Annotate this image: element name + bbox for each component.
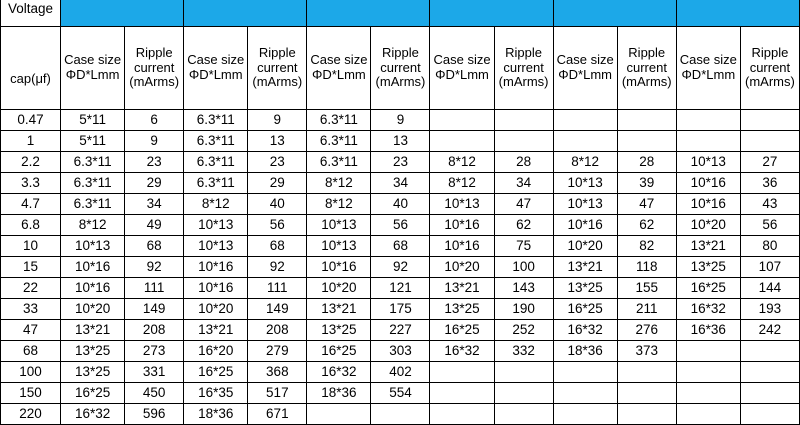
case-size-cell: 10*13 xyxy=(307,215,371,236)
capacitance-cell: 33 xyxy=(1,299,61,320)
capacitance-cell: 2.2 xyxy=(1,152,61,173)
capacitance-cell: 47 xyxy=(1,320,61,341)
voltage-label: Voltage xyxy=(1,0,61,27)
case-size-cell: 8*12 xyxy=(307,173,371,194)
case-size-header: Case size ΦD*Lmm xyxy=(430,27,494,110)
capacitance-cell: 0.47 xyxy=(1,110,61,131)
ripple-current-cell xyxy=(371,404,430,425)
ripple-current-header: Ripple current (mArms) xyxy=(125,27,184,110)
ripple-current-cell: 303 xyxy=(371,341,430,362)
ripple-current-cell: 671 xyxy=(248,404,307,425)
voltage-group-4 xyxy=(430,0,553,27)
case-size-cell: 10*20 xyxy=(307,278,371,299)
case-size-cell: 13*21 xyxy=(430,278,494,299)
case-size-cell: 10*16 xyxy=(61,278,125,299)
case-size-cell xyxy=(430,362,494,383)
column-header-row xyxy=(1,27,800,110)
case-size-cell: 18*36 xyxy=(553,341,617,362)
case-size-cell: 18*36 xyxy=(184,404,248,425)
ripple-current-cell: 149 xyxy=(125,299,184,320)
case-size-cell: 16*36 xyxy=(676,320,740,341)
ripple-current-cell: 27 xyxy=(740,152,799,173)
ripple-current-cell: 402 xyxy=(371,362,430,383)
case-size-cell: 16*25 xyxy=(553,299,617,320)
ripple-current-cell: 121 xyxy=(371,278,430,299)
table-row xyxy=(1,383,800,404)
ripple-current-cell: 111 xyxy=(125,278,184,299)
capacitance-cell: 15 xyxy=(1,257,61,278)
case-size-cell: 13*21 xyxy=(553,257,617,278)
case-size-cell: 16*20 xyxy=(184,341,248,362)
case-size-cell: 13*25 xyxy=(553,278,617,299)
case-size-cell xyxy=(430,110,494,131)
ripple-current-cell xyxy=(740,404,799,425)
ripple-current-cell: 39 xyxy=(617,173,676,194)
case-size-cell: 10*16 xyxy=(61,257,125,278)
ripple-current-cell xyxy=(617,131,676,152)
capacitance-cell: 10 xyxy=(1,236,61,257)
ripple-current-cell: 9 xyxy=(125,131,184,152)
case-size-cell: 10*13 xyxy=(676,152,740,173)
case-size-cell: 13*25 xyxy=(307,320,371,341)
ripple-current-cell xyxy=(494,131,553,152)
capacitance-cell: 68 xyxy=(1,341,61,362)
case-size-cell: 6.3*11 xyxy=(61,173,125,194)
voltage-group-5 xyxy=(553,0,676,27)
ripple-current-cell: 68 xyxy=(371,236,430,257)
ripple-current-cell: 9 xyxy=(371,110,430,131)
table-row xyxy=(1,341,800,362)
table-row xyxy=(1,152,800,173)
ripple-current-cell: 92 xyxy=(125,257,184,278)
case-size-cell xyxy=(553,362,617,383)
ripple-current-cell xyxy=(494,362,553,383)
case-size-cell xyxy=(553,404,617,425)
ripple-current-cell: 450 xyxy=(125,383,184,404)
case-size-cell: 6.3*11 xyxy=(184,110,248,131)
ripple-current-header: Ripple current (mArms) xyxy=(494,27,553,110)
case-size-cell xyxy=(430,383,494,404)
case-size-header: Case size ΦD*Lmm xyxy=(61,27,125,110)
ripple-current-cell xyxy=(494,383,553,404)
table-body xyxy=(1,0,800,425)
case-size-cell: 13*21 xyxy=(184,320,248,341)
ripple-current-cell: 23 xyxy=(125,152,184,173)
ripple-current-cell xyxy=(617,110,676,131)
case-size-cell: 8*12 xyxy=(61,215,125,236)
ripple-current-cell xyxy=(617,383,676,404)
table-row xyxy=(1,278,800,299)
ripple-current-cell: 47 xyxy=(617,194,676,215)
case-size-cell: 16*25 xyxy=(676,278,740,299)
ripple-current-cell: 6 xyxy=(125,110,184,131)
table-row xyxy=(1,362,800,383)
ripple-current-cell xyxy=(740,131,799,152)
case-size-cell: 10*16 xyxy=(430,215,494,236)
case-size-cell: 10*16 xyxy=(676,173,740,194)
ripple-current-cell: 596 xyxy=(125,404,184,425)
case-size-cell xyxy=(430,404,494,425)
case-size-cell xyxy=(430,131,494,152)
ripple-current-cell: 80 xyxy=(740,236,799,257)
case-size-cell xyxy=(676,362,740,383)
case-size-cell: 10*20 xyxy=(184,299,248,320)
case-size-cell: 10*20 xyxy=(676,215,740,236)
case-size-header: Case size ΦD*Lmm xyxy=(307,27,371,110)
case-size-cell: 8*12 xyxy=(430,152,494,173)
table-row xyxy=(1,110,800,131)
case-size-cell: 16*32 xyxy=(61,404,125,425)
ripple-current-cell: 28 xyxy=(617,152,676,173)
case-size-cell: 10*16 xyxy=(307,257,371,278)
case-size-cell: 10*13 xyxy=(307,236,371,257)
capacitance-cell: 220 xyxy=(1,404,61,425)
ripple-current-cell: 40 xyxy=(248,194,307,215)
ripple-current-cell xyxy=(740,383,799,404)
ripple-current-cell: 34 xyxy=(494,173,553,194)
case-size-header: Case size ΦD*Lmm xyxy=(553,27,617,110)
case-size-cell: 16*32 xyxy=(676,299,740,320)
voltage-group-2 xyxy=(184,0,307,27)
case-size-cell: 10*13 xyxy=(184,215,248,236)
case-size-cell xyxy=(676,110,740,131)
case-size-cell: 13*25 xyxy=(61,341,125,362)
case-size-cell: 13*25 xyxy=(430,299,494,320)
ripple-current-cell: 368 xyxy=(248,362,307,383)
capacitance-cell: 4.7 xyxy=(1,194,61,215)
case-size-cell: 16*25 xyxy=(307,341,371,362)
ripple-current-cell xyxy=(740,362,799,383)
table-row xyxy=(1,131,800,152)
ripple-current-cell: 13 xyxy=(248,131,307,152)
ripple-current-cell: 554 xyxy=(371,383,430,404)
voltage-header-row xyxy=(1,0,800,27)
ripple-current-cell: 279 xyxy=(248,341,307,362)
case-size-cell: 8*12 xyxy=(184,194,248,215)
case-size-cell: 10*13 xyxy=(553,194,617,215)
capacitance-cell: 1 xyxy=(1,131,61,152)
case-size-cell: 10*13 xyxy=(430,194,494,215)
ripple-current-cell: 111 xyxy=(248,278,307,299)
case-size-cell: 10*20 xyxy=(430,257,494,278)
ripple-current-cell: 227 xyxy=(371,320,430,341)
case-size-cell: 6.3*11 xyxy=(61,194,125,215)
table-row xyxy=(1,257,800,278)
case-size-cell: 16*32 xyxy=(307,362,371,383)
table-row xyxy=(1,404,800,425)
ripple-current-cell: 47 xyxy=(494,194,553,215)
table-row xyxy=(1,194,800,215)
ripple-current-cell: 56 xyxy=(740,215,799,236)
ripple-current-cell: 92 xyxy=(371,257,430,278)
ripple-current-cell: 107 xyxy=(740,257,799,278)
case-size-cell: 6.3*11 xyxy=(61,152,125,173)
ripple-current-cell: 190 xyxy=(494,299,553,320)
case-size-cell: 10*16 xyxy=(184,278,248,299)
case-size-cell: 16*35 xyxy=(184,383,248,404)
case-size-cell: 10*20 xyxy=(553,236,617,257)
capacitance-cell: 150 xyxy=(1,383,61,404)
capacitance-cell: 3.3 xyxy=(1,173,61,194)
ripple-current-cell: 13 xyxy=(371,131,430,152)
table-row xyxy=(1,299,800,320)
case-size-cell: 13*21 xyxy=(61,320,125,341)
case-size-cell: 6.3*11 xyxy=(184,152,248,173)
ripple-current-cell: 92 xyxy=(248,257,307,278)
ripple-current-cell: 62 xyxy=(617,215,676,236)
case-size-cell: 6.3*11 xyxy=(307,131,371,152)
ripple-current-cell: 82 xyxy=(617,236,676,257)
case-size-cell: 10*20 xyxy=(61,299,125,320)
case-size-cell: 16*32 xyxy=(430,341,494,362)
ripple-current-cell: 273 xyxy=(125,341,184,362)
ripple-current-cell: 100 xyxy=(494,257,553,278)
case-size-cell: 10*16 xyxy=(676,194,740,215)
table-row xyxy=(1,215,800,236)
ripple-current-cell xyxy=(617,362,676,383)
ripple-current-cell: 23 xyxy=(248,152,307,173)
ripple-current-cell: 75 xyxy=(494,236,553,257)
ripple-current-cell xyxy=(740,110,799,131)
case-size-cell: 13*21 xyxy=(307,299,371,320)
case-size-cell: 13*25 xyxy=(676,257,740,278)
voltage-group-3 xyxy=(307,0,430,27)
case-size-cell: 8*12 xyxy=(307,194,371,215)
ripple-current-cell: 332 xyxy=(494,341,553,362)
case-size-cell: 6.3*11 xyxy=(184,173,248,194)
voltage-group-6 xyxy=(676,0,799,27)
ripple-current-cell: 40 xyxy=(371,194,430,215)
ripple-current-cell: 331 xyxy=(125,362,184,383)
ripple-current-cell: 276 xyxy=(617,320,676,341)
case-size-cell xyxy=(553,383,617,404)
case-size-header: Case size ΦD*Lmm xyxy=(184,27,248,110)
ripple-current-cell: 43 xyxy=(740,194,799,215)
case-size-cell xyxy=(553,131,617,152)
voltage-group-1 xyxy=(61,0,184,27)
ripple-current-cell: 149 xyxy=(248,299,307,320)
ripple-current-cell: 56 xyxy=(248,215,307,236)
ripple-current-cell: 144 xyxy=(740,278,799,299)
case-size-cell: 16*25 xyxy=(61,383,125,404)
ripple-current-cell: 28 xyxy=(494,152,553,173)
ripple-current-cell: 373 xyxy=(617,341,676,362)
case-size-cell: 8*12 xyxy=(430,173,494,194)
ripple-current-cell: 517 xyxy=(248,383,307,404)
case-size-cell: 6.3*11 xyxy=(307,110,371,131)
ripple-current-cell: 34 xyxy=(125,194,184,215)
case-size-cell xyxy=(676,341,740,362)
ripple-current-cell: 49 xyxy=(125,215,184,236)
ripple-current-cell: 208 xyxy=(248,320,307,341)
case-size-cell xyxy=(676,383,740,404)
ripple-current-cell: 143 xyxy=(494,278,553,299)
ripple-current-cell: 252 xyxy=(494,320,553,341)
case-size-cell: 16*25 xyxy=(430,320,494,341)
case-size-cell: 6.3*11 xyxy=(184,131,248,152)
table-row xyxy=(1,173,800,194)
ripple-current-cell: 211 xyxy=(617,299,676,320)
ripple-current-cell: 193 xyxy=(740,299,799,320)
ripple-current-cell: 29 xyxy=(248,173,307,194)
case-size-cell: 16*25 xyxy=(184,362,248,383)
ripple-current-cell: 62 xyxy=(494,215,553,236)
ripple-current-cell: 155 xyxy=(617,278,676,299)
ripple-current-cell: 175 xyxy=(371,299,430,320)
case-size-cell: 5*11 xyxy=(61,131,125,152)
case-size-cell: 10*13 xyxy=(184,236,248,257)
ripple-current-header: Ripple current (mArms) xyxy=(248,27,307,110)
ripple-current-header: Ripple current (mArms) xyxy=(617,27,676,110)
case-size-cell: 13*25 xyxy=(61,362,125,383)
case-size-cell: 8*12 xyxy=(553,152,617,173)
capacitance-cell: 6.8 xyxy=(1,215,61,236)
case-size-cell: 10*16 xyxy=(553,215,617,236)
ripple-current-cell: 68 xyxy=(125,236,184,257)
table-row xyxy=(1,236,800,257)
case-size-cell: 18*36 xyxy=(307,383,371,404)
ripple-current-cell: 242 xyxy=(740,320,799,341)
case-size-cell xyxy=(676,131,740,152)
case-size-cell xyxy=(307,404,371,425)
case-size-cell: 6.3*11 xyxy=(307,152,371,173)
case-size-cell: 10*13 xyxy=(553,173,617,194)
ripple-current-cell: 34 xyxy=(371,173,430,194)
ripple-current-cell: 68 xyxy=(248,236,307,257)
case-size-cell: 5*11 xyxy=(61,110,125,131)
ripple-current-cell xyxy=(494,404,553,425)
capacitance-cell: 22 xyxy=(1,278,61,299)
case-size-cell xyxy=(553,110,617,131)
case-size-cell xyxy=(676,404,740,425)
ripple-current-cell: 118 xyxy=(617,257,676,278)
ripple-current-cell: 36 xyxy=(740,173,799,194)
ripple-current-cell: 208 xyxy=(125,320,184,341)
ripple-current-cell: 23 xyxy=(371,152,430,173)
case-size-header: Case size ΦD*Lmm xyxy=(676,27,740,110)
case-size-cell: 10*13 xyxy=(61,236,125,257)
case-size-cell: 10*16 xyxy=(430,236,494,257)
ripple-current-cell xyxy=(494,110,553,131)
ripple-current-cell: 29 xyxy=(125,173,184,194)
case-size-cell: 13*21 xyxy=(676,236,740,257)
capacitance-cell: 100 xyxy=(1,362,61,383)
ripple-current-cell xyxy=(740,341,799,362)
case-size-cell: 16*32 xyxy=(553,320,617,341)
ripple-current-cell: 9 xyxy=(248,110,307,131)
ripple-current-cell xyxy=(617,404,676,425)
cap-column-header: cap(μf) xyxy=(1,27,61,110)
case-size-cell: 10*16 xyxy=(184,257,248,278)
table-row xyxy=(1,320,800,341)
ripple-current-header: Ripple current (mArms) xyxy=(740,27,799,110)
ripple-current-header: Ripple current (mArms) xyxy=(371,27,430,110)
ripple-current-cell: 56 xyxy=(371,215,430,236)
